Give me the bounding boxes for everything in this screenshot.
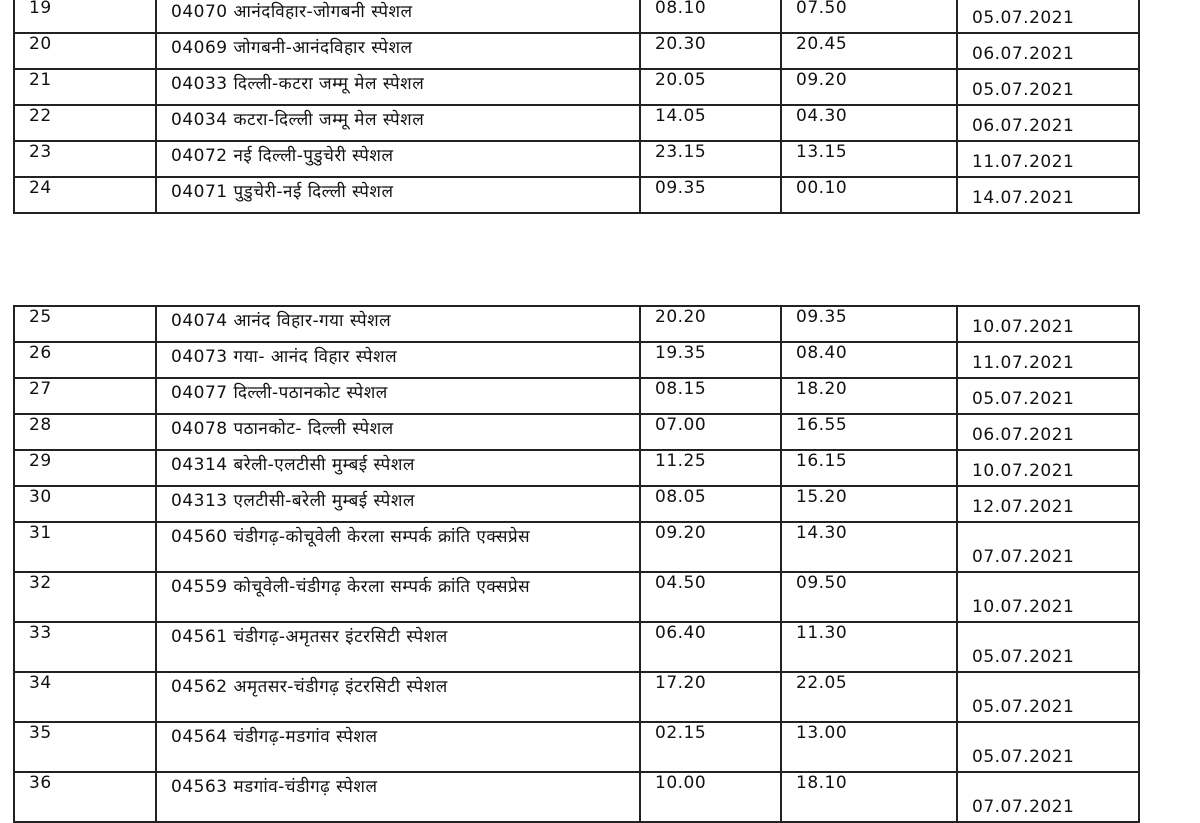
start-date: 10.07.2021	[957, 572, 1139, 622]
departure-time: 08.10	[640, 0, 781, 33]
arrival-time: 08.40	[781, 342, 957, 378]
schedule-table-2	[13, 305, 1140, 823]
table-row	[14, 141, 1139, 177]
table-row	[14, 105, 1139, 141]
serial-number: 36	[14, 772, 156, 822]
serial-number: 29	[14, 450, 156, 486]
train-name: 04073 गया- आनंद विहार स्पेशल	[156, 342, 640, 378]
serial-number: 32	[14, 572, 156, 622]
arrival-time: 16.15	[781, 450, 957, 486]
arrival-time: 00.10	[781, 177, 957, 213]
departure-time: 20.20	[640, 306, 781, 342]
train-name: 04034 कटरा-दिल्ली जम्मू मेल स्पेशल	[156, 105, 640, 141]
start-date: 14.07.2021	[957, 177, 1139, 213]
start-date: 06.07.2021	[957, 105, 1139, 141]
train-name: 04074 आनंद विहार-गया स्पेशल	[156, 306, 640, 342]
start-date: 12.07.2021	[957, 486, 1139, 522]
start-date: 05.07.2021	[957, 622, 1139, 672]
serial-number: 28	[14, 414, 156, 450]
train-name: 04561 चंडीगढ़-अमृतसर इंटरसिटी स्पेशल	[156, 622, 640, 672]
serial-number: 34	[14, 672, 156, 722]
serial-number: 25	[14, 306, 156, 342]
start-date: 11.07.2021	[957, 141, 1139, 177]
train-name: 04314 बरेली-एलटीसी मुम्बई स्पेशल	[156, 450, 640, 486]
serial-number: 21	[14, 69, 156, 105]
train-name: 04559 कोचूवेली-चंडीगढ़ केरला सम्पर्क क्रांति एक्सप्रेस	[156, 572, 640, 622]
arrival-time: 09.35	[781, 306, 957, 342]
arrival-time: 20.45	[781, 33, 957, 69]
departure-time: 08.15	[640, 378, 781, 414]
train-name: 04560 चंडीगढ़-कोचूवेली केरला सम्पर्क क्रांति एक्सप्रेस	[156, 522, 640, 572]
arrival-time: 09.20	[781, 69, 957, 105]
train-name: 04078 पठानकोट- दिल्ली स्पेशल	[156, 414, 640, 450]
schedule-table-1	[13, 0, 1140, 214]
start-date: 05.07.2021	[957, 722, 1139, 772]
train-name: 04069 जोगबनी-आनंदविहार स्पेशल	[156, 33, 640, 69]
table-row	[14, 342, 1139, 378]
train-name: 04313 एलटीसी-बरेली मुम्बई स्पेशल	[156, 486, 640, 522]
table-row	[14, 177, 1139, 213]
serial-number: 26	[14, 342, 156, 378]
serial-number: 23	[14, 141, 156, 177]
arrival-time: 09.50	[781, 572, 957, 622]
serial-number: 22	[14, 105, 156, 141]
start-date: 05.07.2021	[957, 378, 1139, 414]
departure-time: 06.40	[640, 622, 781, 672]
departure-time: 19.35	[640, 342, 781, 378]
arrival-time: 14.30	[781, 522, 957, 572]
arrival-time: 22.05	[781, 672, 957, 722]
table-row	[14, 33, 1139, 69]
table-row	[14, 622, 1139, 672]
train-name: 04563 मडगांव-चंडीगढ़ स्पेशल	[156, 772, 640, 822]
departure-time: 23.15	[640, 141, 781, 177]
departure-time: 20.05	[640, 69, 781, 105]
start-date: 05.07.2021	[957, 0, 1139, 33]
start-date: 06.07.2021	[957, 414, 1139, 450]
arrival-time: 18.20	[781, 378, 957, 414]
table-row	[14, 486, 1139, 522]
arrival-time: 11.30	[781, 622, 957, 672]
table-row	[14, 772, 1139, 822]
departure-time: 10.00	[640, 772, 781, 822]
start-date: 11.07.2021	[957, 342, 1139, 378]
arrival-time: 04.30	[781, 105, 957, 141]
departure-time: 17.20	[640, 672, 781, 722]
start-date: 06.07.2021	[957, 33, 1139, 69]
serial-number: 35	[14, 722, 156, 772]
table-row	[14, 572, 1139, 622]
start-date: 07.07.2021	[957, 772, 1139, 822]
serial-number: 19	[14, 0, 156, 33]
start-date: 05.07.2021	[957, 69, 1139, 105]
arrival-time: 15.20	[781, 486, 957, 522]
departure-time: 08.05	[640, 486, 781, 522]
departure-time: 07.00	[640, 414, 781, 450]
start-date: 05.07.2021	[957, 672, 1139, 722]
table-row	[14, 69, 1139, 105]
serial-number: 31	[14, 522, 156, 572]
start-date: 10.07.2021	[957, 450, 1139, 486]
departure-time: 14.05	[640, 105, 781, 141]
serial-number: 33	[14, 622, 156, 672]
train-name: 04564 चंडीगढ़-मडगांव स्पेशल	[156, 722, 640, 772]
train-name: 04071 पुडुचेरी-नई दिल्ली स्पेशल	[156, 177, 640, 213]
train-name: 04033 दिल्ली-कटरा जम्मू मेल स्पेशल	[156, 69, 640, 105]
start-date: 07.07.2021	[957, 522, 1139, 572]
arrival-time: 07.50	[781, 0, 957, 33]
departure-time: 04.50	[640, 572, 781, 622]
table-row	[14, 0, 1139, 33]
arrival-time: 13.00	[781, 722, 957, 772]
departure-time: 20.30	[640, 33, 781, 69]
table-row	[14, 450, 1139, 486]
serial-number: 27	[14, 378, 156, 414]
table-row	[14, 522, 1139, 572]
serial-number: 20	[14, 33, 156, 69]
arrival-time: 18.10	[781, 772, 957, 822]
serial-number: 30	[14, 486, 156, 522]
train-name: 04072 नई दिल्ली-पुडुचेरी स्पेशल	[156, 141, 640, 177]
table-row	[14, 672, 1139, 722]
departure-time: 11.25	[640, 450, 781, 486]
serial-number: 24	[14, 177, 156, 213]
train-name: 04077 दिल्ली-पठानकोट स्पेशल	[156, 378, 640, 414]
departure-time: 02.15	[640, 722, 781, 772]
table-row	[14, 306, 1139, 342]
departure-time: 09.20	[640, 522, 781, 572]
arrival-time: 16.55	[781, 414, 957, 450]
arrival-time: 13.15	[781, 141, 957, 177]
start-date: 10.07.2021	[957, 306, 1139, 342]
table-row	[14, 414, 1139, 450]
train-name: 04070 आनंदविहार-जोगबनी स्पेशल	[156, 0, 640, 33]
table-row	[14, 378, 1139, 414]
table-row	[14, 722, 1139, 772]
departure-time: 09.35	[640, 177, 781, 213]
train-name: 04562 अमृतसर-चंडीगढ़ इंटरसिटी स्पेशल	[156, 672, 640, 722]
